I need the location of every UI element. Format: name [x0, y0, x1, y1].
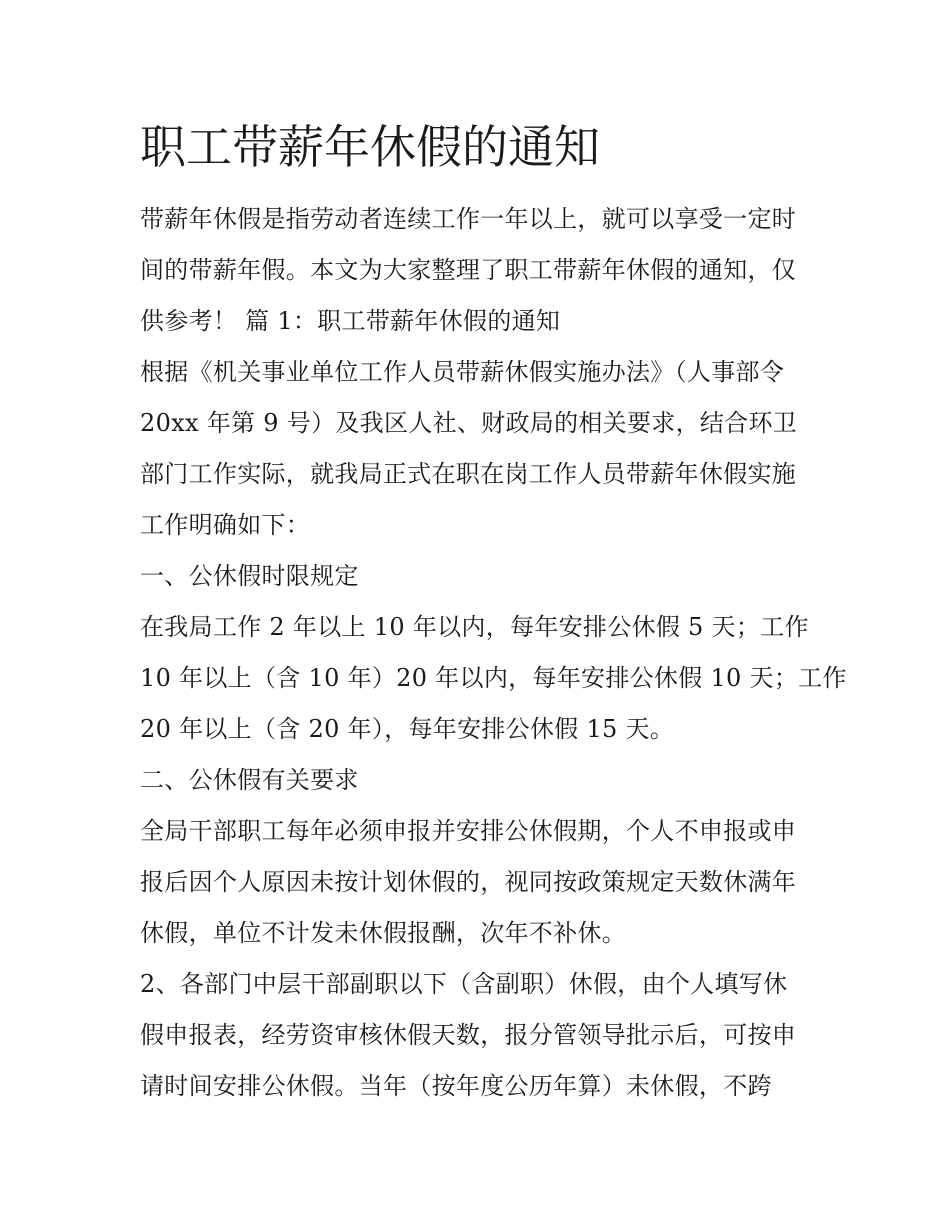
paragraph-line: 工作明确如下： [140, 511, 311, 539]
paragraph-line: 在我局工作 2 年以上 10 年以内，每年安排公休假 5 天；工作 [140, 613, 809, 641]
paragraph-line: 假申报表，经劳资审核休假天数，报分管领导批示后，可按申 [140, 1021, 797, 1049]
paragraph-line: 根据《机关事业单位工作人员带薪休假实施办法》（人事部令 [140, 358, 785, 386]
document-title: 职工带薪年休假的通知 [140, 120, 600, 174]
paragraph-line: 20 年以上（含 20 年），每年安排公休假 15 天。 [140, 715, 675, 743]
section-heading: 一、公休假时限规定 [140, 562, 359, 590]
paragraph-line: 请时间安排公休假。当年（按年度公历年算）未休假，不跨 [140, 1072, 772, 1100]
paragraph-line: 间的带薪年假。本文为大家整理了职工带薪年休假的通知，仅 [140, 256, 797, 284]
paragraph-line: 供参考！ 篇 1：职工带薪年休假的通知 [140, 307, 561, 335]
paragraph-line: 20xx 年第 9 号）及我区人社、财政局的相关要求，结合环卫 [140, 409, 798, 437]
section-heading: 二、公休假有关要求 [140, 766, 359, 794]
paragraph-line: 休假，单位不计发未休假报酬，次年不补休。 [140, 919, 626, 947]
paragraph-line: 2、各部门中层干部副职以下（含副职）休假，由个人填写休 [140, 970, 788, 998]
paragraph-line: 部门工作实际，就我局正式在职在岗工作人员带薪年休假实施 [140, 460, 797, 488]
paragraph-line: 全局干部职工每年必须申报并安排公休假期，个人不申报或申 [140, 817, 797, 845]
paragraph-line: 带薪年休假是指劳动者连续工作一年以上，就可以享受一定时 [140, 205, 797, 233]
paragraph-line: 报后因个人原因未按计划休假的，视同按政策规定天数休满年 [140, 868, 797, 896]
paragraph-line: 10 年以上（含 10 年）20 年以内，每年安排公休假 10 天；工作 [140, 664, 847, 692]
